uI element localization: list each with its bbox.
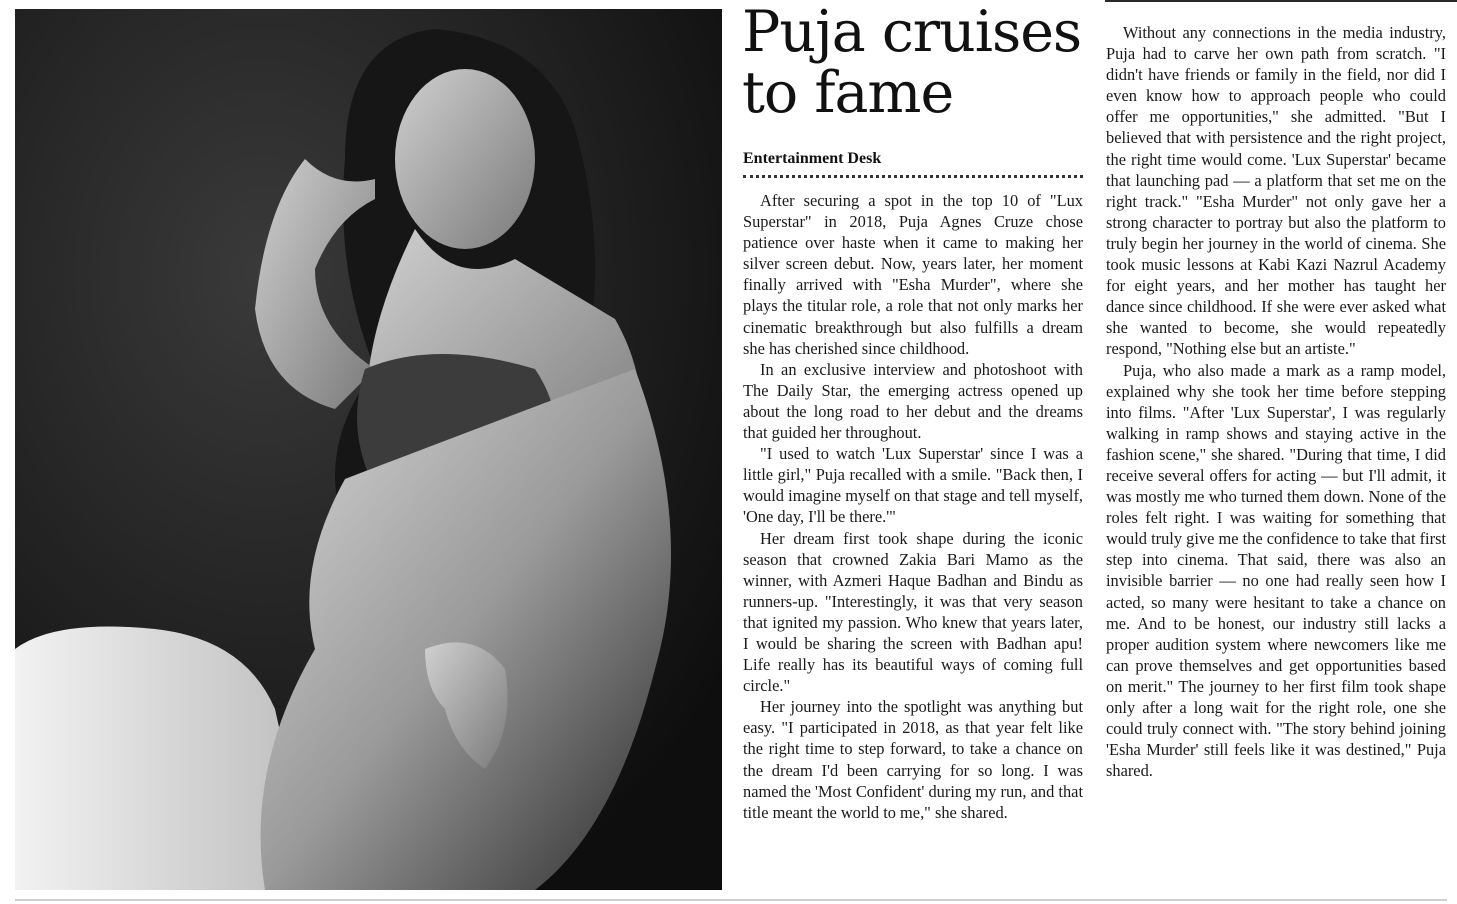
paragraph: Puja, who also made a mark as a ramp model, explained why she took her time before stepping into films. "After 'Lux Superstar', I was regularly walking in ramp shows and staying active in the fashion scene," she shared. "During that time, I did receive several offers for acting — but I'll admit, it was mostly me who turned them down. None of the roles felt right. I was waiting for something that would truly give me the confidence to take that first step into cinema. That said, there was also an invisible barrier — no one had really seen how I acted, so many were hesitant to take a chance on me. And to be honest, our industry still lacks a proper audition system where newcomers like me can prove themselves and get opportunities based on merit." The journey to her first film took shape only after a long wait for the right role, one she could truly connect with. "The story behind joining 'Esha Murder' still feels like it was destined," Puja shared. [1106,360,1447,781]
bottom-rule [15,899,1447,901]
article-photo [15,9,722,890]
paragraph: Her dream first took shape during the iconic season that crowned Zakia Bari Mamo as the winner, with Azmeri Haque Badhan and Bindu as runners-up. "Interestingly, it was that very season that ignited my passion. Who knew that years later, I would be sharing the screen with Badhan apu! Life really has its beautiful ways of coming full circle." [743,528,1083,696]
article-column-2 [1106,22,1446,781]
paragraph: In an exclusive interview and photoshoot with The Daily Star, the emerging actress opened up about the long road to her debut and the dreams that guided her throughout. [743,359,1083,443]
paragraph: After securing a spot in the top 10 of "Lux Superstar" in 2018, Puja Agnes Cruze chose patience over haste when it came to making her silver screen debut. Now, years later, her moment finally arrived with "Esha Murder", where she plays the titular role, a role that not only marks her cinematic breakthrough but also fulfills a dream she has cherished since childhood. [743,191,1083,358]
top-rule [1105,0,1457,2]
paragraph: "I used to watch 'Lux Superstar' since I was a little girl," Puja recalled with a smile. "Back then, I would imagine myself on that stage and tell myself, 'One day, I'll be there.'" [743,444,1083,527]
article-column-1 [743,190,1083,823]
headline: Puja cruises to fame [742,0,1082,126]
face-shape [395,69,535,249]
paragraph: Her journey into the spotlight was anything but easy. "I participated in 2018, as that year felt like the right time to step forward, to take a chance on the dream I'd been carrying for so long. I was named the 'Most Confident' during my run, and that title meant the world to me," she shared. [743,697,1083,822]
byline: Entertainment Desk [743,150,882,167]
paragraph: Without any connections in the media industry, Puja had to carve her own path from scratch. "I didn't have friends or family in the field, nor did I even know how to approach people who could offer me opportunities," she admitted. "But I believed that with persistence and the right project, the right time would come. 'Lux Superstar' became that launching pad — a platform that set me on the right track." "Esha Murder" not only gave her a strong character to portray but also the platform to truly begin her journey in the world of cinema. She took music lessons at Kabi Kazi Nazrul Academy for eight years, and her mother has taught her dance since childhood. If she were ever asked what she wanted to become, she would repeatedly respond, "Nothing else but an artiste." [1106,23,1446,359]
portrait-illustration [15,9,722,890]
byline-dotted-rule [743,175,1083,178]
